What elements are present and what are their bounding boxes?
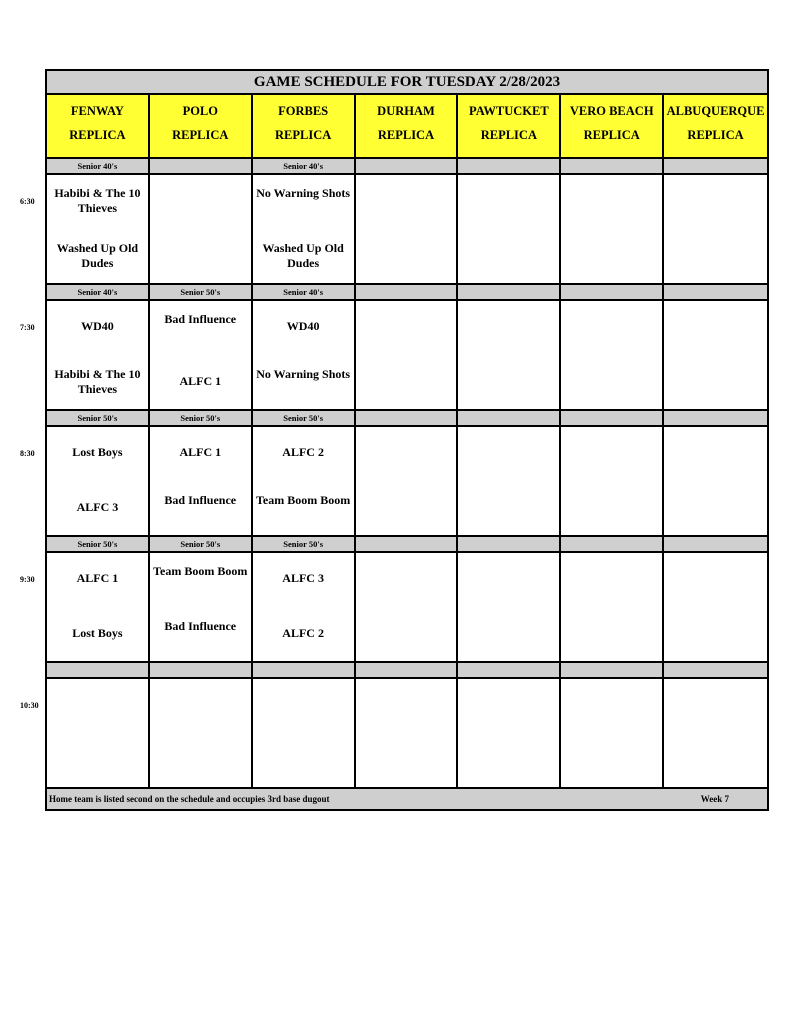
- field-header-row: [47, 95, 767, 159]
- game-cell: [561, 679, 664, 787]
- division-label: [458, 663, 561, 677]
- time-label: 9:30: [20, 575, 35, 584]
- field-header-pawtucket: [458, 95, 561, 157]
- home-team: Bad Influence: [164, 619, 237, 633]
- game-cell: [664, 679, 767, 787]
- division-label: [561, 411, 664, 425]
- division-label: Senior 50's: [47, 411, 150, 425]
- field-header-fenway: [47, 95, 150, 157]
- game-cell: [47, 553, 150, 661]
- game-cell: [561, 427, 664, 535]
- schedule-title: GAME SCHEDULE FOR TUESDAY 2/28/2023: [47, 71, 767, 95]
- schedule-sheet: [45, 69, 769, 811]
- time-label: 6:30: [20, 197, 35, 206]
- division-label: [47, 663, 150, 677]
- division-label: Senior 40's: [253, 159, 356, 173]
- home-team: Team Boom Boom: [256, 493, 351, 507]
- home-team: ALFC 2: [282, 626, 324, 640]
- home-team: Washed Up Old Dudes: [56, 241, 139, 270]
- game-cell: [664, 427, 767, 535]
- week-label: Week 7: [700, 794, 729, 804]
- game-cell: [253, 679, 356, 787]
- field-name: FENWAY: [70, 104, 124, 118]
- game-cell: [561, 301, 664, 409]
- game-cell: [356, 679, 459, 787]
- division-label: [356, 411, 459, 425]
- game-cell: [664, 175, 767, 283]
- game-cell: [47, 301, 150, 409]
- game-cell: [47, 175, 150, 283]
- division-label: [664, 411, 767, 425]
- division-label: Senior 50's: [150, 411, 253, 425]
- division-row: [47, 537, 767, 553]
- away-team: ALFC 2: [282, 445, 324, 459]
- home-team: ALFC 1: [179, 374, 222, 388]
- game-cell: [253, 553, 356, 661]
- schedule-body: [47, 159, 767, 789]
- home-team: ALFC 3: [76, 500, 119, 514]
- field-subtitle: REPLICA: [583, 128, 640, 142]
- game-row: [47, 175, 767, 285]
- game-cell: [458, 175, 561, 283]
- game-cell: [561, 175, 664, 283]
- game-cell: [356, 553, 459, 661]
- division-label: [253, 663, 356, 677]
- schedule-footer: [47, 789, 767, 809]
- field-subtitle: REPLICA: [480, 128, 537, 142]
- home-team: Bad Influence: [164, 493, 237, 507]
- away-team: Habibi & The 10 Thieves: [54, 186, 141, 215]
- field-subtitle: REPLICA: [687, 128, 744, 142]
- game-cell: [253, 301, 356, 409]
- division-label: Senior 40's: [253, 285, 356, 299]
- away-team: WD40: [286, 319, 320, 333]
- game-cell: [150, 175, 253, 283]
- field-header-albuquerque: [664, 95, 767, 157]
- game-cell: [47, 679, 150, 787]
- game-cell: [356, 301, 459, 409]
- game-cell: [561, 553, 664, 661]
- time-label: 7:30: [20, 323, 35, 332]
- home-team: Lost Boys: [72, 626, 123, 640]
- home-team: No Warning Shots: [256, 367, 351, 381]
- game-cell: [356, 427, 459, 535]
- home-team-note: Home team is listed second on the schedule and occupies 3rd base dugout: [49, 794, 330, 804]
- division-label: [664, 285, 767, 299]
- game-cell: [458, 301, 561, 409]
- field-header-polo: [150, 95, 253, 157]
- away-team: WD40: [81, 319, 114, 333]
- field-subtitle: REPLICA: [69, 128, 126, 142]
- away-team: No Warning Shots: [256, 186, 351, 200]
- away-team: Lost Boys: [72, 445, 123, 459]
- game-cell: [458, 679, 561, 787]
- division-label: [356, 285, 459, 299]
- game-cell: [150, 301, 253, 409]
- division-label: [664, 537, 767, 551]
- game-cell: [664, 301, 767, 409]
- away-team: Bad Influence: [164, 312, 237, 326]
- field-name: FORBES: [278, 104, 329, 118]
- field-subtitle: REPLICA: [377, 128, 435, 142]
- field-header-forbes: [253, 95, 356, 157]
- division-label: [458, 159, 561, 173]
- game-cell: [253, 175, 356, 283]
- division-label: Senior 50's: [150, 285, 253, 299]
- division-label: [458, 411, 561, 425]
- game-cell: [356, 175, 459, 283]
- division-label: [356, 537, 459, 551]
- away-team: ALFC 1: [76, 571, 119, 585]
- division-label: [561, 285, 664, 299]
- division-label: [561, 537, 664, 551]
- division-row: [47, 663, 767, 679]
- division-label: Senior 50's: [150, 537, 253, 551]
- division-label: Senior 50's: [253, 537, 356, 551]
- game-cell: [664, 553, 767, 661]
- game-row: [47, 553, 767, 663]
- division-label: [150, 159, 253, 173]
- time-label: 10:30: [20, 701, 39, 710]
- division-row: [47, 411, 767, 427]
- division-label: [356, 663, 459, 677]
- division-label: [561, 159, 664, 173]
- game-cell: [150, 553, 253, 661]
- field-subtitle: REPLICA: [275, 128, 332, 142]
- field-header-durham: [356, 95, 459, 157]
- game-cell: [458, 553, 561, 661]
- division-label: [664, 663, 767, 677]
- division-label: Senior 40's: [47, 285, 150, 299]
- away-team: ALFC 3: [282, 571, 324, 585]
- field-name: VERO BEACH: [569, 104, 654, 118]
- division-row: [47, 159, 767, 175]
- division-label: [458, 285, 561, 299]
- away-team: Team Boom Boom: [153, 564, 248, 578]
- game-row: [47, 427, 767, 537]
- home-team: Habibi & The 10 Thieves: [54, 367, 141, 396]
- game-cell: [47, 427, 150, 535]
- field-name: PAWTUCKET: [469, 104, 549, 118]
- division-label: Senior 40's: [47, 159, 150, 173]
- division-label: [150, 663, 253, 677]
- division-label: [458, 537, 561, 551]
- division-row: [47, 285, 767, 301]
- division-label: Senior 50's: [253, 411, 356, 425]
- division-label: [664, 159, 767, 173]
- field-subtitle: REPLICA: [172, 128, 229, 142]
- field-name: POLO: [182, 104, 218, 118]
- division-label: [356, 159, 459, 173]
- game-cell: [150, 679, 253, 787]
- game-row: [47, 301, 767, 411]
- division-label: [561, 663, 664, 677]
- home-team: Washed Up Old Dudes: [262, 241, 344, 270]
- game-cell: [150, 427, 253, 535]
- time-label: 8:30: [20, 449, 35, 458]
- field-name: ALBUQUERQUE: [666, 104, 765, 118]
- division-label: Senior 50's: [47, 537, 150, 551]
- away-team: ALFC 1: [179, 445, 222, 459]
- field-header-vero-beach: [561, 95, 664, 157]
- game-cell: [253, 427, 356, 535]
- game-row: [47, 679, 767, 789]
- game-cell: [458, 427, 561, 535]
- field-name: DURHAM: [377, 104, 435, 118]
